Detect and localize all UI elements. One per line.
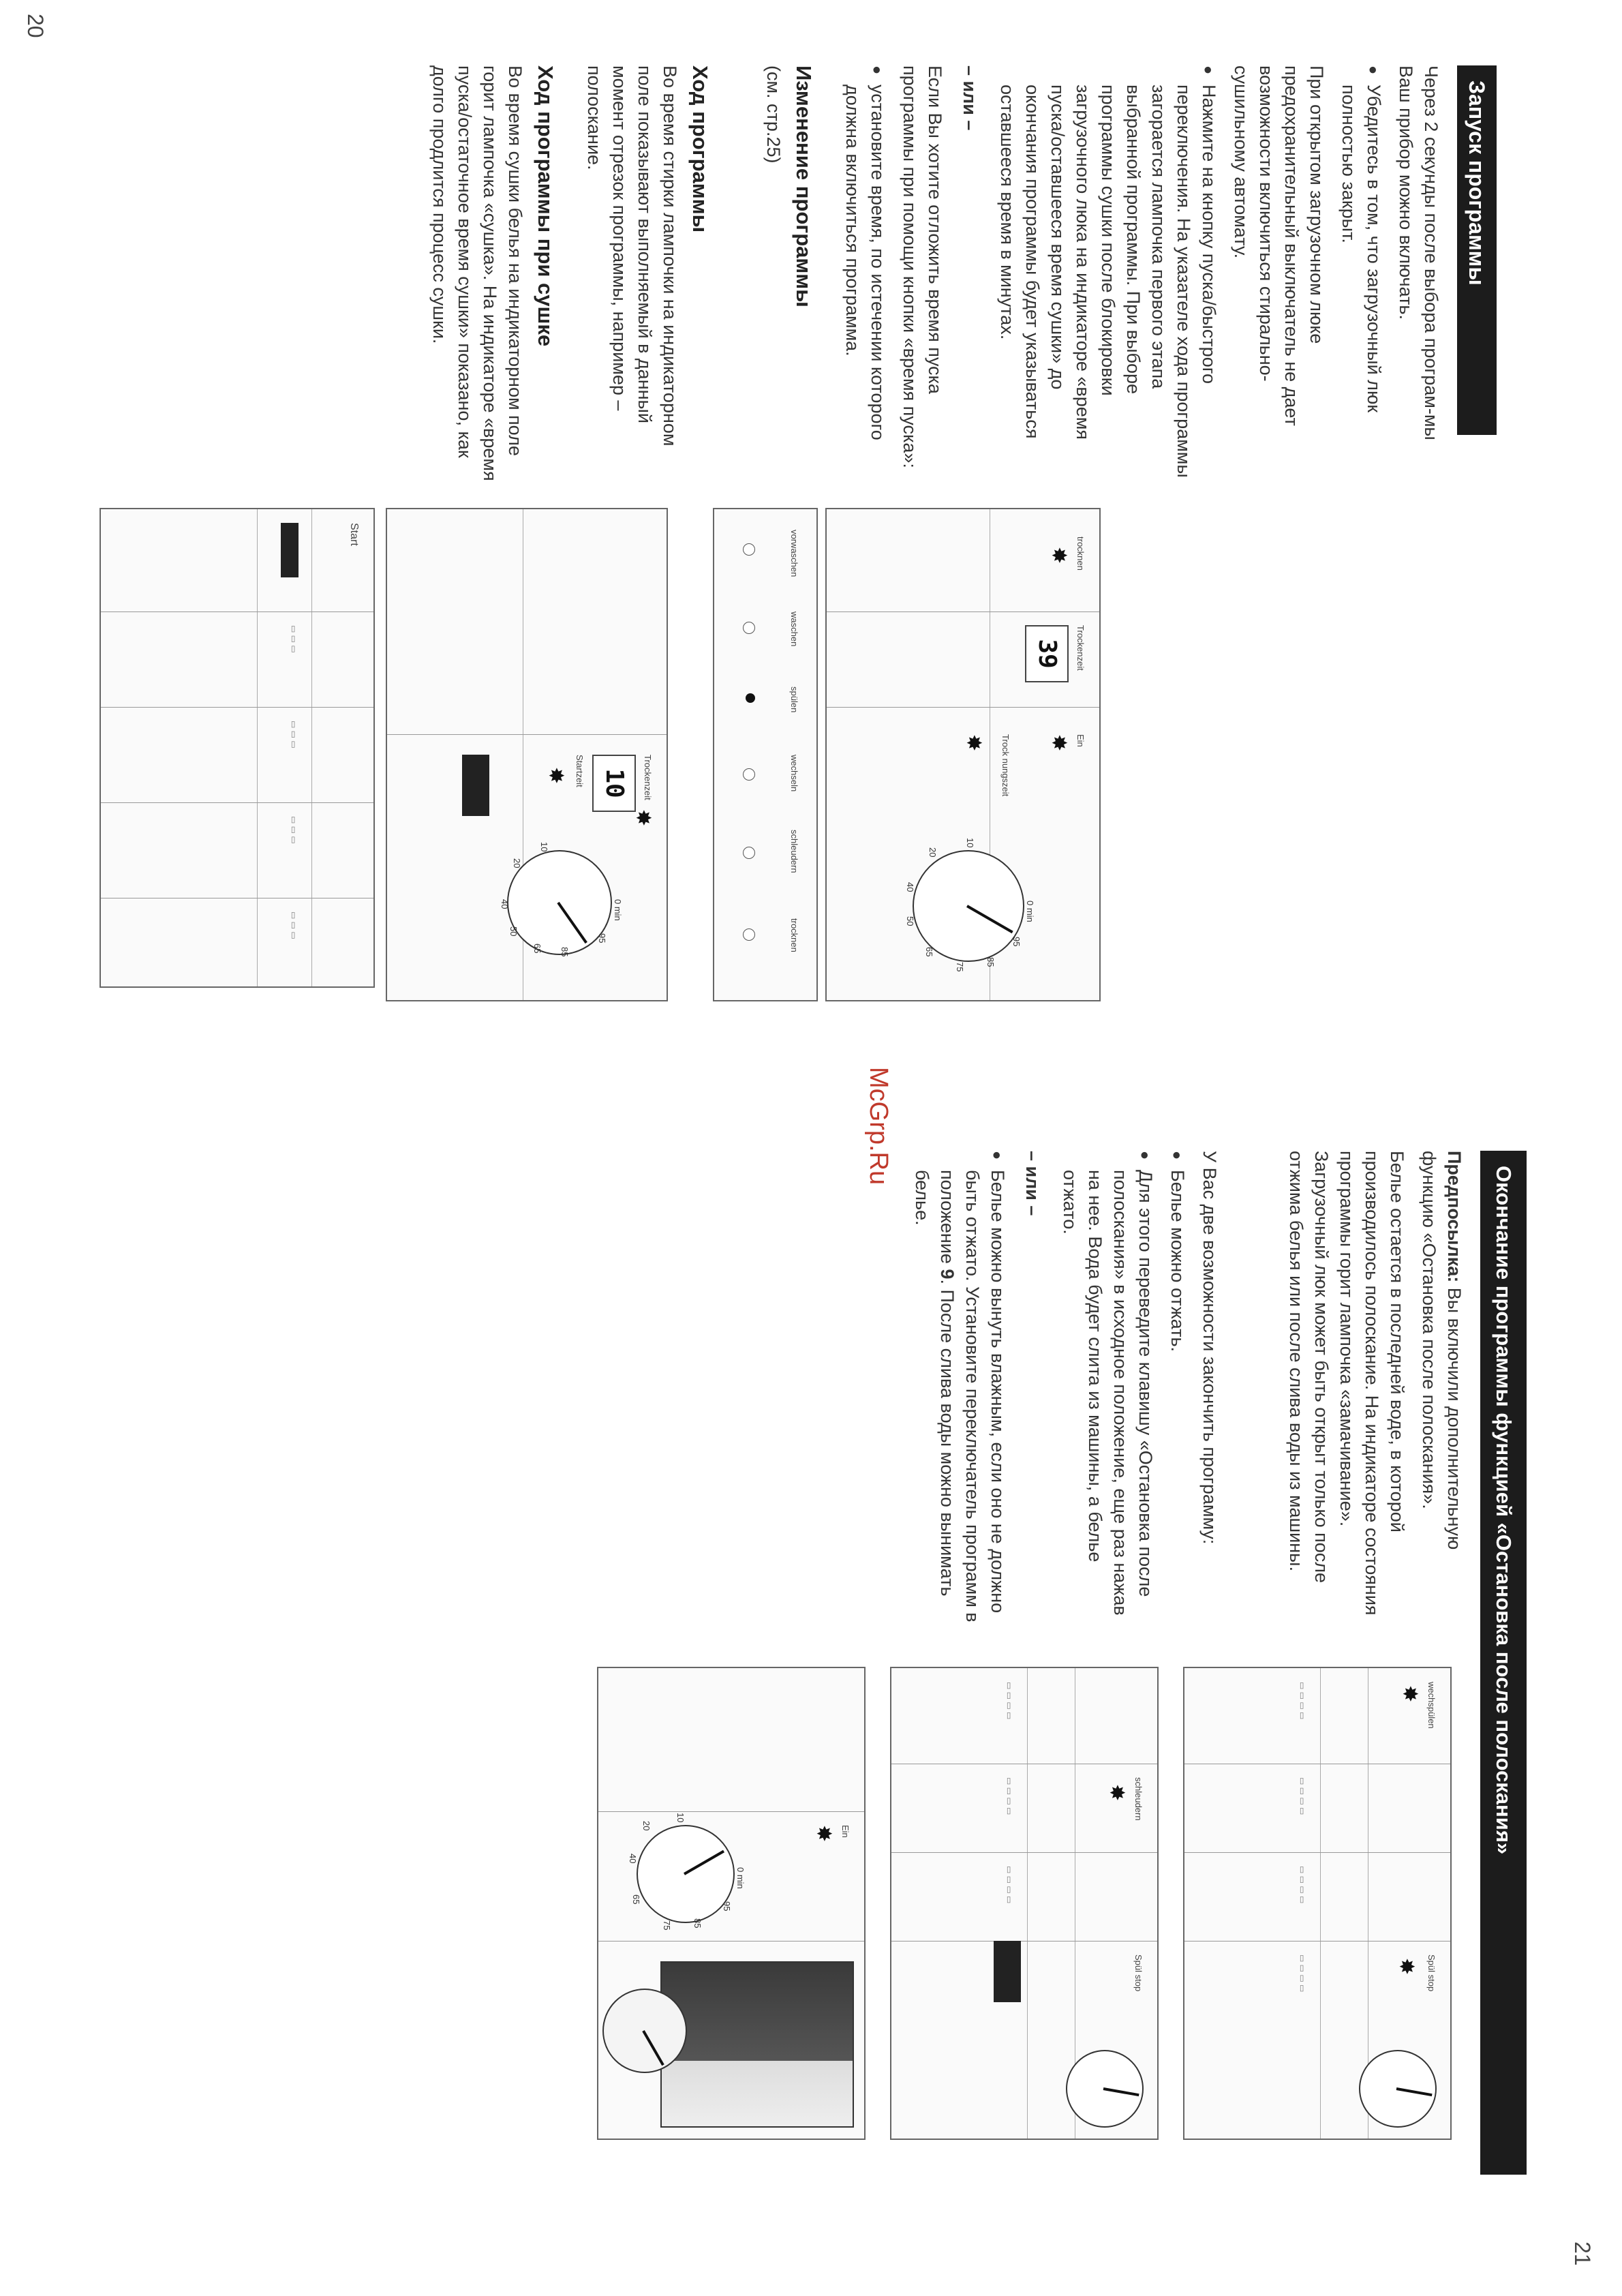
ein-lamp-icon: ✸	[1047, 734, 1070, 752]
ein-indicator-icon: ✸	[632, 809, 654, 827]
bullet-door-closed: ● Убедитесь в том, что загрузочный люк полностью закрыт.	[1336, 65, 1386, 481]
program-dial-r2	[1066, 2050, 1144, 2128]
control-panel-spuelstop-1: wechspülen ✸ Spül stop ✸ ▭ ▭ ▭ ▭ ▭ ▭ ▭ ▭ ▭ ▭ ▭ ▭ ▭ ▭ ▭ ▭	[1183, 1667, 1452, 2140]
or-separator: – или –	[960, 65, 980, 131]
start-time-display: 10	[592, 755, 636, 812]
schleudern-label: schleudern	[1133, 1777, 1144, 1821]
watermark: McGrp.Ru	[864, 1067, 893, 1185]
trockenzeit-label: Trockenzeit	[643, 755, 653, 800]
trockenzeit-indicator-icon: ✸	[962, 734, 985, 752]
bullet-spin-how: ● Для этого переведите клавишу «Остановка после полоскания» в исходное положение, еще раз нажав на нее. Вода будет слита из машины, а белье отжато.	[1057, 1151, 1158, 1628]
wechspuelen-lamp-icon: ✸	[1398, 1685, 1421, 1703]
indicator-lamp-spuelen-on	[746, 693, 755, 703]
spuelstop-label-2: Spül stop	[1133, 1954, 1144, 1992]
indicator-lamp-schleudern	[743, 847, 755, 859]
indicator-label-trocknen: trocknen	[789, 918, 799, 952]
indicator-label-wechseln: wechseln	[789, 755, 799, 792]
state-text: Белье остается в последней воде, в которой производилось полоскание. На индикаторе состояния программы горит лампочка «замачивание». Загрузочный люк может быть открыт только после отжима белья или после слива воды из машины.	[1286, 1151, 1407, 1616]
control-panel-selector	[597, 1667, 866, 2140]
indicator-label-waschen: waschen	[789, 611, 799, 647]
trockenzeit-dial-label: Trock nungszeit	[1000, 734, 1011, 797]
startzeit-button	[462, 755, 489, 816]
drying-progress-text: Во время сушки белья на индикаторном поле горит лампочка «сушка». На индикаторе «время пуска/остаточное время сушки» показано, как долго продлится процесс сушки.	[429, 65, 525, 481]
ein-lamp-icon-r3: ✸	[812, 1825, 835, 1843]
drying-dial: 0 min 95 85 75 65 50 40 20 10	[905, 838, 1035, 972]
page-21	[0, 1151, 1622, 2296]
trocknen-panel-label: trocknen	[1075, 537, 1086, 571]
drying-progress-heading: Ход программы при сушке	[534, 65, 557, 347]
selector-dial: 0 min 95 85 75 65 20 40 10	[628, 1813, 746, 1931]
precondition-text: Предпосылка: Вы включили дополнительную функцию «Остановка после полоскания».	[1419, 1151, 1465, 1550]
delay-text: Если Вы хотите отложить время пуска программы при помощи кнопки «время пуска»:	[900, 65, 945, 468]
drying-time-display: 39	[1025, 625, 1069, 682]
right-text-column	[902, 1151, 1467, 1628]
bullet-spin: ● Белье можно отжать.	[1165, 1151, 1190, 1628]
page-number-right: 21	[1570, 2241, 1595, 2266]
trocknen-lamp-icon: ✸	[1047, 547, 1070, 564]
page-number-left: 20	[23, 14, 48, 38]
progress-heading: Ход программы	[688, 65, 712, 233]
control-panel-delay	[386, 508, 668, 1001]
indicator-lamp-wechseln	[743, 768, 755, 781]
intro-text: Через 2 секунды после выбора програм-мы Ваш прибор можно включать.	[1396, 65, 1441, 440]
program-dial: 0 min 95 85 20 40 50 65 10	[500, 842, 623, 957]
progress-text: Во время стирки лампочки на индикаторном поле показывают выполняемый в данный момент отрезок программы, например – полоскание.	[584, 65, 680, 447]
change-program-ref: (см. стр.25)	[763, 65, 784, 164]
indicator-lamp-waschen	[743, 622, 755, 634]
start-label: Start	[348, 523, 360, 546]
spuelstop-lamp-icon: ✸	[1395, 1958, 1418, 1976]
startzeit-label: Startzeit	[575, 755, 585, 787]
page-20	[0, 0, 1622, 1145]
or-separator-right: – или –	[1022, 1151, 1043, 1216]
wechspuelen-label: wechspülen	[1426, 1682, 1437, 1729]
control-panel-spuelstop-2: schleudern ✸ Spül stop ▭ ▭ ▭ ▭ ▭ ▭ ▭ ▭ ▭ ▭ ▭ ▭	[890, 1667, 1159, 2140]
ein-label-r3: Ein	[840, 1825, 851, 1838]
left-text-column	[420, 65, 1443, 481]
control-panel-start: Start ▭ ▭ ▭ ▭ ▭ ▭ ▭ ▭ ▭ ▭ ▭ ▭	[100, 508, 375, 988]
program-dial-r1	[1359, 2050, 1437, 2128]
program-indicator-strip	[713, 508, 818, 1001]
indicator-lamp-vorwaschen	[743, 543, 755, 556]
photo-inset-selector	[660, 1961, 854, 2128]
bullet-set-delay: ● установите время, по истечении которого должна включиться программа.	[840, 65, 890, 481]
right-page-title: Окончание программы функцией «Остановка после полоскания»	[1480, 1151, 1527, 2175]
ein-label: Ein	[1075, 734, 1086, 747]
bullet-start-button: ● Нажмите на кнопку пуска/быстрого переключения. На указателе хода программы загорается лампочка первого этапа выбранной программы. При выборе программы сушки после блокировки загрузочного люка на индикаторе «время пуска/оставшееся время сушки» до окончания программы будет указываться оставшееся время в минутах.	[994, 65, 1221, 481]
indicator-label-spuelen: spülen	[789, 686, 799, 713]
precondition-label: Предпосылка:	[1444, 1151, 1465, 1283]
drying-time-label: Trockenzeit	[1075, 625, 1086, 671]
startzeit-indicator-icon: ✸	[545, 767, 567, 785]
bullet-remove-wet: ● Белье можно вынуть влажным, если оно не должно быть отжато. Установите переключатель программ в положение 9. После слива воды можно вынимать белье.	[909, 1151, 1010, 1628]
left-page-title: Запуск программы	[1457, 65, 1497, 435]
selector-dial-zoom	[602, 1989, 687, 2073]
options-text: У Вас две возможности закончить программу:	[1199, 1151, 1220, 1545]
spuelstop-label: Spül stop	[1426, 1954, 1437, 1992]
schleudern-lamp-icon: ✸	[1105, 1784, 1128, 1802]
change-program-heading: Изменение программы	[792, 65, 816, 307]
control-panel-drying	[825, 508, 1101, 1001]
indicator-lamp-trocknen	[743, 928, 755, 941]
start-button	[281, 523, 299, 577]
spuelstop-button	[994, 1941, 1021, 2002]
door-note: При открытом загрузочном люке предохранительный выключатель не дает возможности включиться стирально-сушильному автомату.	[1231, 65, 1327, 426]
indicator-label-vorwaschen: vorwaschen	[789, 530, 799, 577]
indicator-label-schleudern: schleudern	[789, 830, 799, 873]
